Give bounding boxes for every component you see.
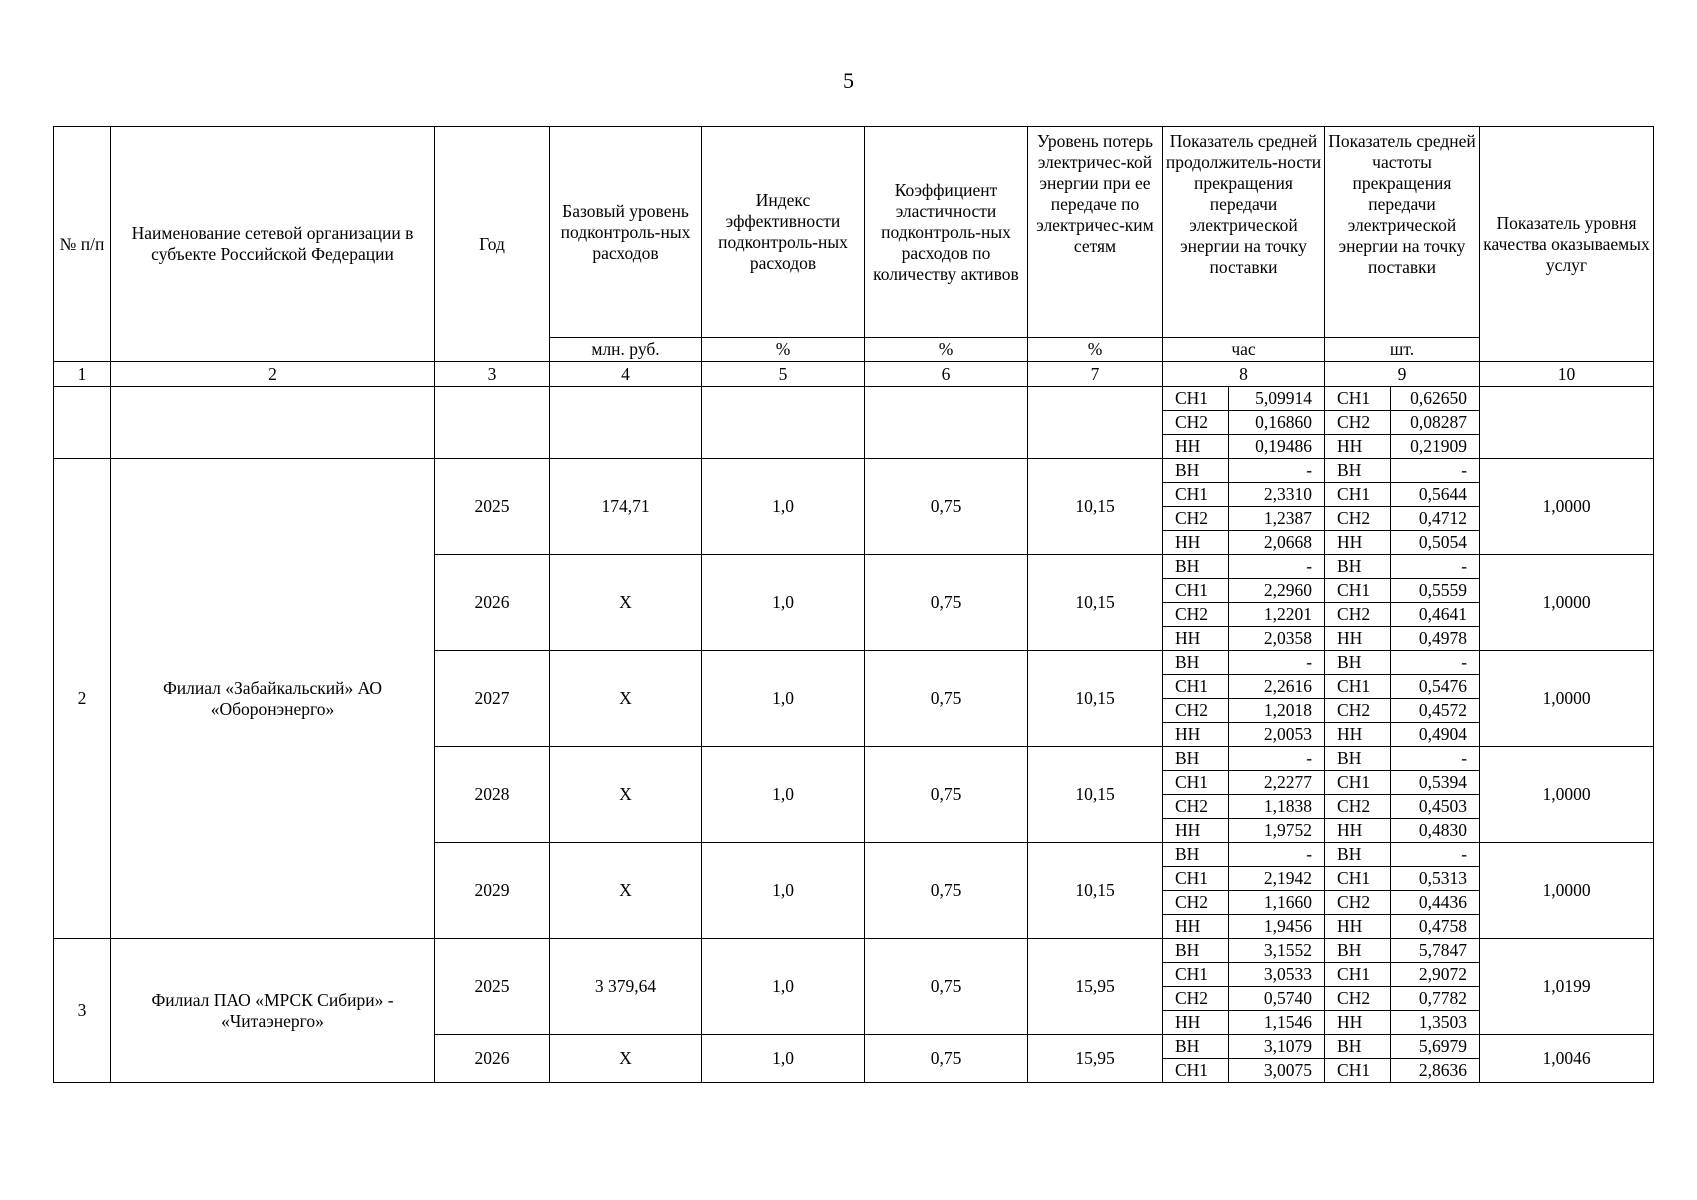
colnum-2: 2	[111, 362, 435, 387]
efficiency-cell: 1,0	[702, 747, 865, 843]
frequency-value: -	[1391, 459, 1480, 483]
table-row	[54, 459, 1654, 483]
quality-cell: 1,0199	[1480, 939, 1654, 1035]
duration-value: 2,2960	[1229, 579, 1325, 603]
duration-voltage-code: СН2	[1163, 891, 1229, 915]
duration-voltage-code: НН	[1163, 531, 1229, 555]
frequency-voltage-code: СН2	[1325, 507, 1391, 531]
frequency-voltage-code: НН	[1325, 531, 1391, 555]
frequency-voltage-code: НН	[1325, 1011, 1391, 1035]
duration-value: -	[1229, 555, 1325, 579]
elasticity-cell: 0,75	[865, 843, 1028, 939]
base-cost-cell: Х	[550, 555, 702, 651]
header-base: Базовый уровень подконтроль-ных расходов	[550, 127, 702, 338]
efficiency-cell: 1,0	[702, 651, 865, 747]
duration-value: 2,2277	[1229, 771, 1325, 795]
duration-voltage-code: ВН	[1163, 555, 1229, 579]
colnum-10: 10	[1480, 362, 1654, 387]
duration-value: 3,0075	[1229, 1059, 1325, 1083]
empty-cell	[435, 387, 550, 459]
frequency-voltage-code: СН2	[1325, 411, 1391, 435]
frequency-voltage-code: СН2	[1325, 603, 1391, 627]
duration-value: 3,1552	[1229, 939, 1325, 963]
frequency-value: 5,6979	[1391, 1035, 1480, 1059]
frequency-value: 0,4641	[1391, 603, 1480, 627]
frequency-voltage-code: НН	[1325, 915, 1391, 939]
frequency-value: 0,5644	[1391, 483, 1480, 507]
frequency-value: 2,8636	[1391, 1059, 1480, 1083]
duration-voltage-code: СН2	[1163, 507, 1229, 531]
year-cell: 2026	[435, 1035, 550, 1083]
duration-value: -	[1229, 843, 1325, 867]
page-number: 5	[843, 68, 854, 93]
duration-voltage-code: ВН	[1163, 747, 1229, 771]
duration-voltage-code: ВН	[1163, 651, 1229, 675]
efficiency-cell: 1,0	[702, 1035, 865, 1083]
efficiency-cell: 1,0	[702, 843, 865, 939]
frequency-voltage-code: ВН	[1325, 1035, 1391, 1059]
frequency-voltage-code: ВН	[1325, 459, 1391, 483]
table-row	[54, 387, 1654, 411]
losses-cell: 10,15	[1028, 843, 1163, 939]
org-number: 3	[54, 939, 111, 1083]
frequency-value: 1,3503	[1391, 1011, 1480, 1035]
elasticity-cell: 0,75	[865, 651, 1028, 747]
unit-index: %	[702, 338, 865, 362]
elasticity-cell: 0,75	[865, 747, 1028, 843]
duration-voltage-code: ВН	[1163, 1035, 1229, 1059]
colnum-5: 5	[702, 362, 865, 387]
header-frequency: Показатель средней частоты прекращения передачи электрической энергии на точку поставки	[1325, 127, 1480, 338]
base-cost-cell: Х	[550, 651, 702, 747]
frequency-voltage-code: НН	[1325, 627, 1391, 651]
frequency-voltage-code: ВН	[1325, 939, 1391, 963]
quality-cell: 1,0000	[1480, 747, 1654, 843]
elasticity-cell: 0,75	[865, 939, 1028, 1035]
org-number: 2	[54, 459, 111, 939]
frequency-value: 0,08287	[1391, 411, 1480, 435]
org-name: Филиал ПАО «МРСК Сибири» - «Читаэнерго»	[111, 939, 435, 1083]
duration-value: 5,09914	[1229, 387, 1325, 411]
frequency-voltage-code: СН1	[1325, 387, 1391, 411]
duration-value: 0,16860	[1229, 411, 1325, 435]
frequency-value: 0,5394	[1391, 771, 1480, 795]
quality-cell: 1,0000	[1480, 843, 1654, 939]
frequency-voltage-code: НН	[1325, 723, 1391, 747]
header-loss: Уровень потерь электричес-кой энергии при ее передаче по электричес-ким сетям	[1028, 127, 1163, 338]
table-row	[54, 939, 1654, 963]
duration-value: 2,3310	[1229, 483, 1325, 507]
frequency-value: -	[1391, 747, 1480, 771]
header-name: Наименование сетевой организации в субъекте Российской Федерации	[111, 127, 435, 362]
duration-voltage-code: СН1	[1163, 963, 1229, 987]
frequency-voltage-code: СН1	[1325, 675, 1391, 699]
duration-voltage-code: НН	[1163, 723, 1229, 747]
colnum-9: 9	[1325, 362, 1480, 387]
year-cell: 2025	[435, 939, 550, 1035]
duration-voltage-code: СН1	[1163, 387, 1229, 411]
duration-voltage-code: СН1	[1163, 771, 1229, 795]
base-cost-cell: 174,71	[550, 459, 702, 555]
quality-cell: 1,0046	[1480, 1035, 1654, 1083]
duration-voltage-code: НН	[1163, 627, 1229, 651]
frequency-value: 0,4904	[1391, 723, 1480, 747]
duration-value: 2,1942	[1229, 867, 1325, 891]
duration-value: 0,5740	[1229, 987, 1325, 1011]
efficiency-cell: 1,0	[702, 459, 865, 555]
unit-frequency: шт.	[1325, 338, 1480, 362]
frequency-voltage-code: СН1	[1325, 1059, 1391, 1083]
duration-voltage-code: СН2	[1163, 795, 1229, 819]
year-cell: 2026	[435, 555, 550, 651]
header-quality: Показатель уровня качества оказываемых услуг	[1480, 127, 1654, 362]
frequency-value: 0,4712	[1391, 507, 1480, 531]
header-row	[54, 127, 1654, 338]
frequency-value: -	[1391, 555, 1480, 579]
frequency-value: -	[1391, 843, 1480, 867]
frequency-voltage-code: ВН	[1325, 747, 1391, 771]
duration-voltage-code: НН	[1163, 1011, 1229, 1035]
duration-voltage-code: ВН	[1163, 843, 1229, 867]
frequency-value: 0,5476	[1391, 675, 1480, 699]
frequency-voltage-code: НН	[1325, 819, 1391, 843]
duration-value: 1,2018	[1229, 699, 1325, 723]
tariff-table	[53, 126, 1654, 1083]
duration-value: 2,0668	[1229, 531, 1325, 555]
year-cell: 2029	[435, 843, 550, 939]
frequency-voltage-code: СН1	[1325, 963, 1391, 987]
losses-cell: 10,15	[1028, 651, 1163, 747]
empty-cell	[1028, 387, 1163, 459]
frequency-voltage-code: ВН	[1325, 843, 1391, 867]
year-cell: 2025	[435, 459, 550, 555]
duration-value: 1,1838	[1229, 795, 1325, 819]
duration-value: -	[1229, 459, 1325, 483]
frequency-value: 0,5313	[1391, 867, 1480, 891]
colnum-6: 6	[865, 362, 1028, 387]
elasticity-cell: 0,75	[865, 555, 1028, 651]
colnum-3: 3	[435, 362, 550, 387]
duration-voltage-code: СН1	[1163, 483, 1229, 507]
frequency-value: 0,4758	[1391, 915, 1480, 939]
duration-value: 2,2616	[1229, 675, 1325, 699]
frequency-voltage-code: НН	[1325, 435, 1391, 459]
duration-voltage-code: СН1	[1163, 675, 1229, 699]
frequency-voltage-code: СН1	[1325, 867, 1391, 891]
duration-value: 2,0053	[1229, 723, 1325, 747]
duration-voltage-code: СН1	[1163, 579, 1229, 603]
org-name: Филиал «Забайкальский» АО «Оборонэнерго»	[111, 459, 435, 939]
duration-voltage-code: ВН	[1163, 459, 1229, 483]
frequency-voltage-code: СН2	[1325, 987, 1391, 1011]
colnum-1: 1	[54, 362, 111, 387]
frequency-voltage-code: СН1	[1325, 483, 1391, 507]
frequency-voltage-code: СН2	[1325, 699, 1391, 723]
base-cost-cell: Х	[550, 747, 702, 843]
header-no: № п/п	[54, 127, 111, 362]
header-duration: Показатель средней продолжитель-ности прекращения передачи электрической энергии на точку поставки	[1163, 127, 1325, 338]
frequency-value: 0,62650	[1391, 387, 1480, 411]
duration-value: 3,0533	[1229, 963, 1325, 987]
frequency-value: -	[1391, 651, 1480, 675]
duration-voltage-code: ВН	[1163, 939, 1229, 963]
losses-cell: 15,95	[1028, 1035, 1163, 1083]
duration-value: -	[1229, 747, 1325, 771]
efficiency-cell: 1,0	[702, 555, 865, 651]
losses-cell: 10,15	[1028, 459, 1163, 555]
duration-voltage-code: СН1	[1163, 867, 1229, 891]
duration-voltage-code: СН2	[1163, 603, 1229, 627]
duration-value: 1,1660	[1229, 891, 1325, 915]
header-year: Год	[435, 127, 550, 362]
frequency-voltage-code: СН2	[1325, 891, 1391, 915]
year-cell: 2028	[435, 747, 550, 843]
losses-cell: 10,15	[1028, 555, 1163, 651]
unit-base: млн. руб.	[550, 338, 702, 362]
unit-duration: час	[1163, 338, 1325, 362]
duration-voltage-code: НН	[1163, 819, 1229, 843]
duration-voltage-code: НН	[1163, 915, 1229, 939]
frequency-value: 0,4436	[1391, 891, 1480, 915]
frequency-value: 2,9072	[1391, 963, 1480, 987]
unit-loss: %	[1028, 338, 1163, 362]
colnum-8: 8	[1163, 362, 1325, 387]
duration-voltage-code: СН2	[1163, 987, 1229, 1011]
frequency-value: 0,21909	[1391, 435, 1480, 459]
quality-cell: 1,0000	[1480, 651, 1654, 747]
empty-cell	[111, 387, 435, 459]
colnum-4: 4	[550, 362, 702, 387]
frequency-value: 0,7782	[1391, 987, 1480, 1011]
year-cell: 2027	[435, 651, 550, 747]
column-numbers-row	[54, 362, 1654, 387]
base-cost-cell: 3 379,64	[550, 939, 702, 1035]
empty-cell	[550, 387, 702, 459]
duration-voltage-code: СН2	[1163, 411, 1229, 435]
losses-cell: 15,95	[1028, 939, 1163, 1035]
frequency-voltage-code: СН1	[1325, 579, 1391, 603]
empty-cell	[865, 387, 1028, 459]
header-coef: Коэффициент эластичности подконтроль-ных расходов по количеству активов	[865, 127, 1028, 338]
duration-voltage-code: СН1	[1163, 1059, 1229, 1083]
colnum-7: 7	[1028, 362, 1163, 387]
duration-value: 0,19486	[1229, 435, 1325, 459]
frequency-value: 0,4572	[1391, 699, 1480, 723]
duration-voltage-code: НН	[1163, 435, 1229, 459]
elasticity-cell: 0,75	[865, 1035, 1028, 1083]
duration-value: 1,9752	[1229, 819, 1325, 843]
frequency-voltage-code: ВН	[1325, 555, 1391, 579]
losses-cell: 10,15	[1028, 747, 1163, 843]
frequency-value: 0,4830	[1391, 819, 1480, 843]
frequency-voltage-code: СН2	[1325, 795, 1391, 819]
duration-value: 1,2201	[1229, 603, 1325, 627]
frequency-value: 0,4978	[1391, 627, 1480, 651]
frequency-value: 5,7847	[1391, 939, 1480, 963]
duration-value: 2,0358	[1229, 627, 1325, 651]
frequency-voltage-code: ВН	[1325, 651, 1391, 675]
duration-value: 1,2387	[1229, 507, 1325, 531]
unit-coef: %	[865, 338, 1028, 362]
empty-cell	[702, 387, 865, 459]
frequency-value: 0,5559	[1391, 579, 1480, 603]
base-cost-cell: Х	[550, 1035, 702, 1083]
frequency-value: 0,4503	[1391, 795, 1480, 819]
efficiency-cell: 1,0	[702, 939, 865, 1035]
duration-value: 1,9456	[1229, 915, 1325, 939]
frequency-value: 0,5054	[1391, 531, 1480, 555]
duration-value: -	[1229, 651, 1325, 675]
duration-value: 3,1079	[1229, 1035, 1325, 1059]
header-index: Индекс эффективности подконтроль-ных расходов	[702, 127, 865, 338]
empty-cell	[54, 387, 111, 459]
duration-value: 1,1546	[1229, 1011, 1325, 1035]
quality-cell: 1,0000	[1480, 555, 1654, 651]
empty-cell	[1480, 387, 1654, 459]
elasticity-cell: 0,75	[865, 459, 1028, 555]
frequency-voltage-code: СН1	[1325, 771, 1391, 795]
base-cost-cell: Х	[550, 843, 702, 939]
quality-cell: 1,0000	[1480, 459, 1654, 555]
duration-voltage-code: СН2	[1163, 699, 1229, 723]
